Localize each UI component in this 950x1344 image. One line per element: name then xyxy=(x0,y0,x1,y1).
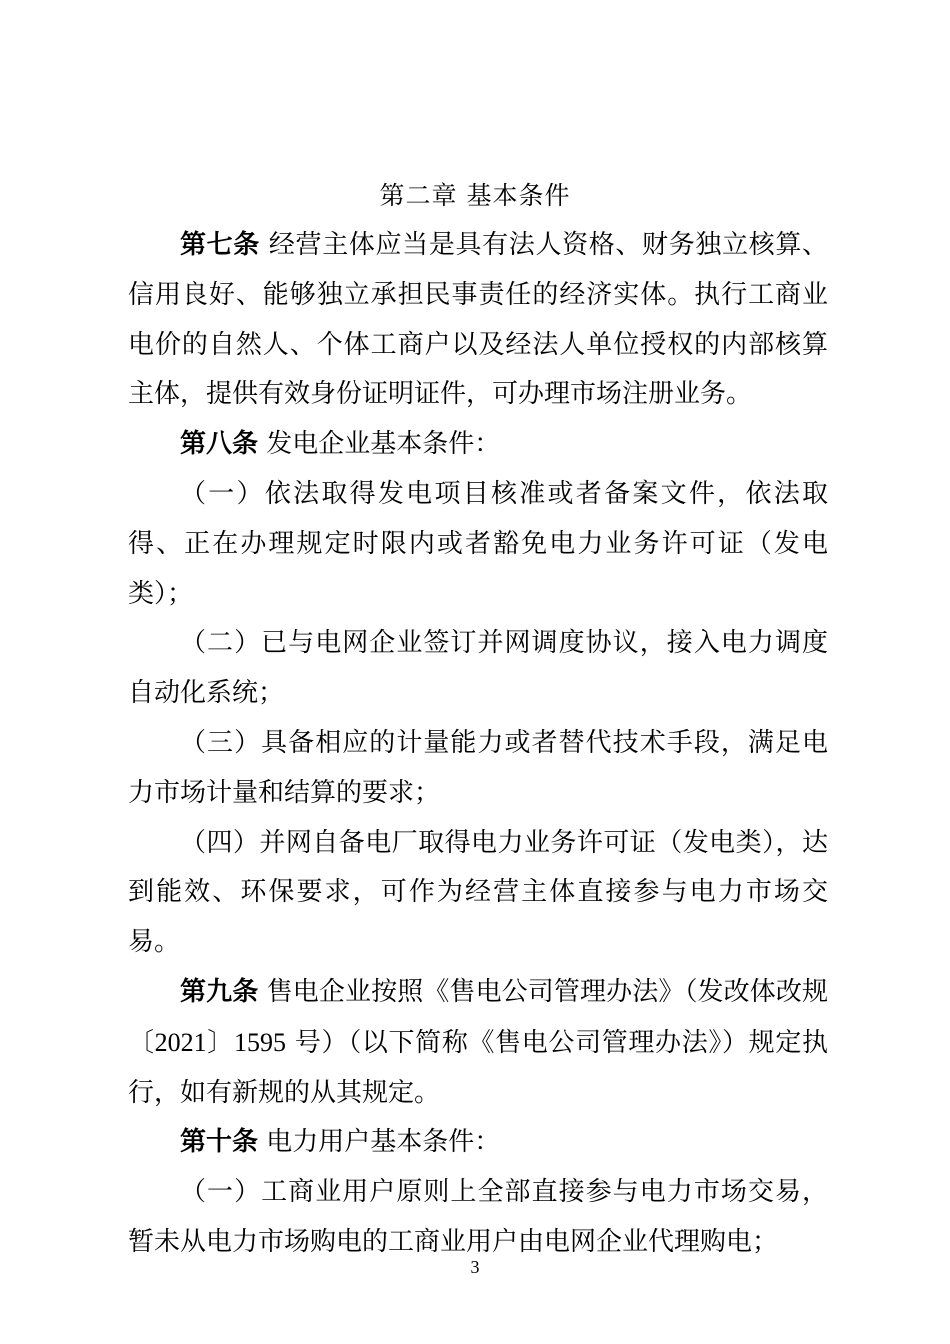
article-9-label: 第九条 xyxy=(180,976,259,1007)
article-7-label: 第七条 xyxy=(180,230,260,260)
article-9-text-a: 售电企业按照《售电公司管理办法》（发改体改规〔 xyxy=(128,976,828,1058)
article-10-label: 第十条 xyxy=(180,1127,259,1158)
article-9-text-c: 号）（以下简称《售电公司管理办法》）规定执行，如有新规的从其规定。 xyxy=(128,1027,828,1108)
article-9-doc-number: 1595 xyxy=(233,1027,286,1057)
article-9-paragraph xyxy=(128,968,828,1118)
article-7-text: 经营主体应当是具有法人资格、财务独立核算、信用良好、能够独立承担民事责任的经济实体。执行工商业电价的自然人、个体工商户以及经法人单位授权的内部核算主体，提供有效身份证明证件，可办理市场注册业务。 xyxy=(128,230,828,410)
article-10-text: 电力用户基本条件： xyxy=(258,1127,501,1158)
article-8-item-2: （二）已与电网企业签订并网调度协议，接入电力调度自动化系统； xyxy=(128,628,828,709)
article-9-year: 2021 xyxy=(154,1027,207,1057)
article-8-label: 第八条 xyxy=(180,429,259,460)
article-8-item-3: （三）具备相应的计量能力或者替代技术手段，满足电力市场计量和结算的要求； xyxy=(128,727,828,808)
article-8-item-1: （一）依法取得发电项目核准或者备案文件，依法取得、正在办理规定时限内或者豁免电力业务许可证（发电类）； xyxy=(128,478,828,609)
article-10-item-1: （一）工商业用户原则上全部直接参与电力市场交易，暂未从电力市场购电的工商业用户由电网企业代理购电； xyxy=(128,1177,828,1257)
article-9-text-b: 〕 xyxy=(206,1027,234,1058)
article-7-paragraph xyxy=(128,221,828,420)
article-10-paragraph xyxy=(128,1118,828,1168)
article-8-text: 发电企业基本条件： xyxy=(258,429,501,460)
page-number: 3 xyxy=(470,1257,480,1277)
chapter-title: 第二章 基本条件 xyxy=(379,181,571,210)
article-8-item-4: （四）并网自备电厂取得电力业务许可证（发电类），达到能效、环保要求，可作为经营主体直接参与电力市场交易。 xyxy=(128,827,828,958)
article-8-paragraph xyxy=(128,420,828,470)
document-body xyxy=(128,221,828,1268)
